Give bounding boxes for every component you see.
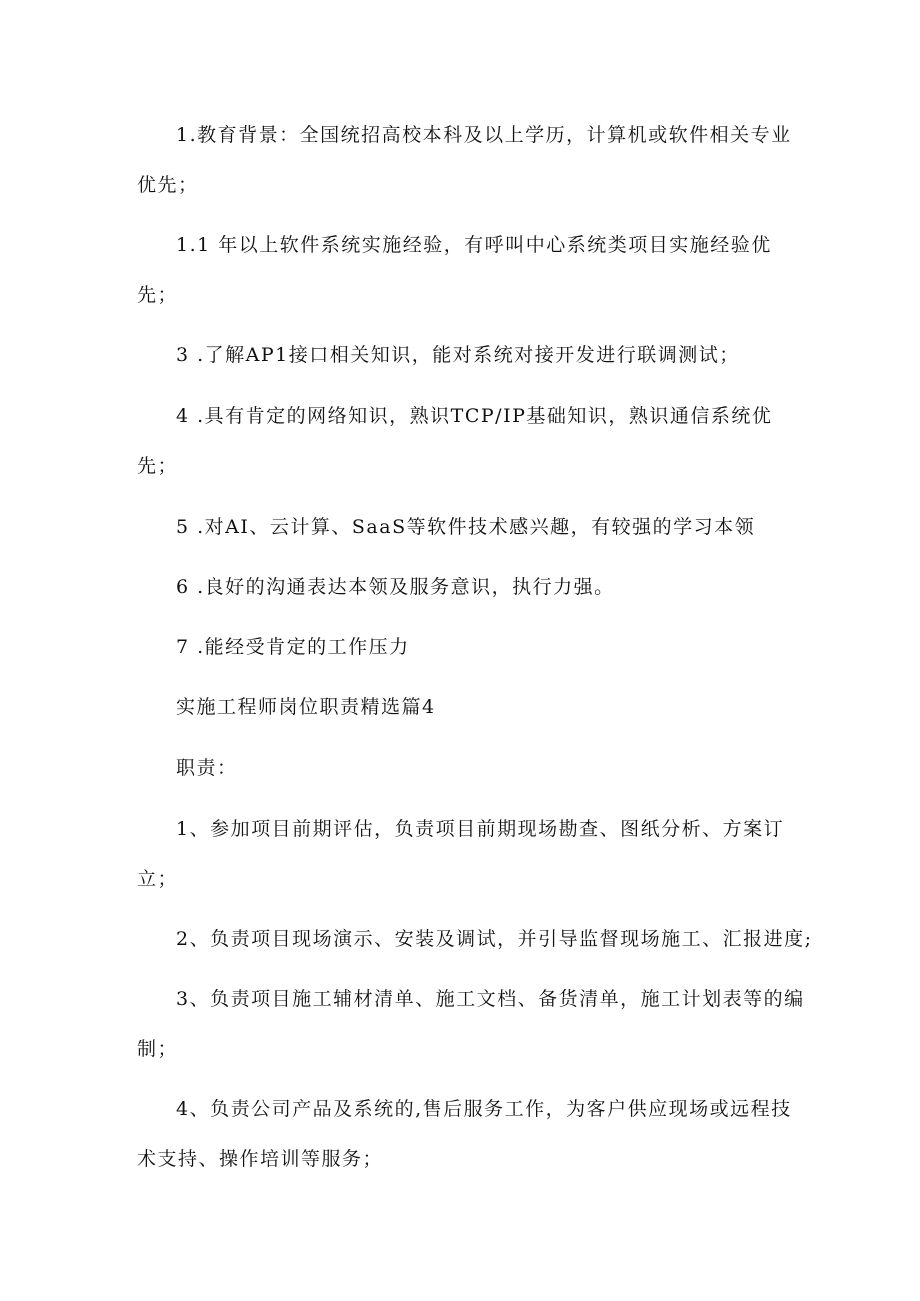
duty-4-line-2: 术支持、操作培训等服务； <box>137 1148 384 1170</box>
requirement-4-line-1: 4 .具有肯定的网络知识，熟识TCP/IP基础知识，熟识通信系统优 <box>176 405 773 427</box>
requirement-6: 6 .良好的沟通表达本领及服务意识，执行力强。 <box>176 576 615 598</box>
duty-2: 2、负责项目现场演示、安装及调试，并引导监督现场施工、汇报进度; <box>176 928 813 950</box>
section-heading: 实施工程师岗位职责精选篇4 <box>176 696 436 718</box>
duty-3-line-1: 3、负责项目施工辅材清单、施工文档、备货清单，施工计划表等的编 <box>176 988 805 1010</box>
requirement-4-line-2: 先； <box>137 455 179 477</box>
duty-3-line-2: 制； <box>137 1038 179 1060</box>
requirement-1-line-2: 优先； <box>137 174 199 196</box>
requirement-1-line-1: 1.教育背景：全国统招高校本科及以上学历，计算机或软件相关专业 <box>176 124 792 146</box>
duty-1-line-1: 1、参加项目前期评估，负责项目前期现场勘查、图纸分析、方案订 <box>176 818 785 840</box>
duty-4-line-1: 4、负责公司产品及系统的,售后服务工作，为客户供应现场或远程技 <box>176 1098 792 1120</box>
requirement-2-line-2: 先； <box>137 284 179 306</box>
requirement-7: 7 .能经受肯定的工作压力 <box>176 636 410 658</box>
duties-label: 职责： <box>176 757 238 779</box>
requirement-5: 5 .对AI、云计算、SaaS等软件技术感兴趣，有较强的学习本领 <box>176 516 756 538</box>
requirement-2-line-1: 1.1 年以上软件系统实施经验，有呼叫中心系统类项目实施经验优 <box>176 234 772 256</box>
requirement-3: 3 .了解AP1接口相关知识，能对系统对接开发进行联调测试； <box>176 344 740 366</box>
duty-1-line-2: 立； <box>137 868 179 890</box>
